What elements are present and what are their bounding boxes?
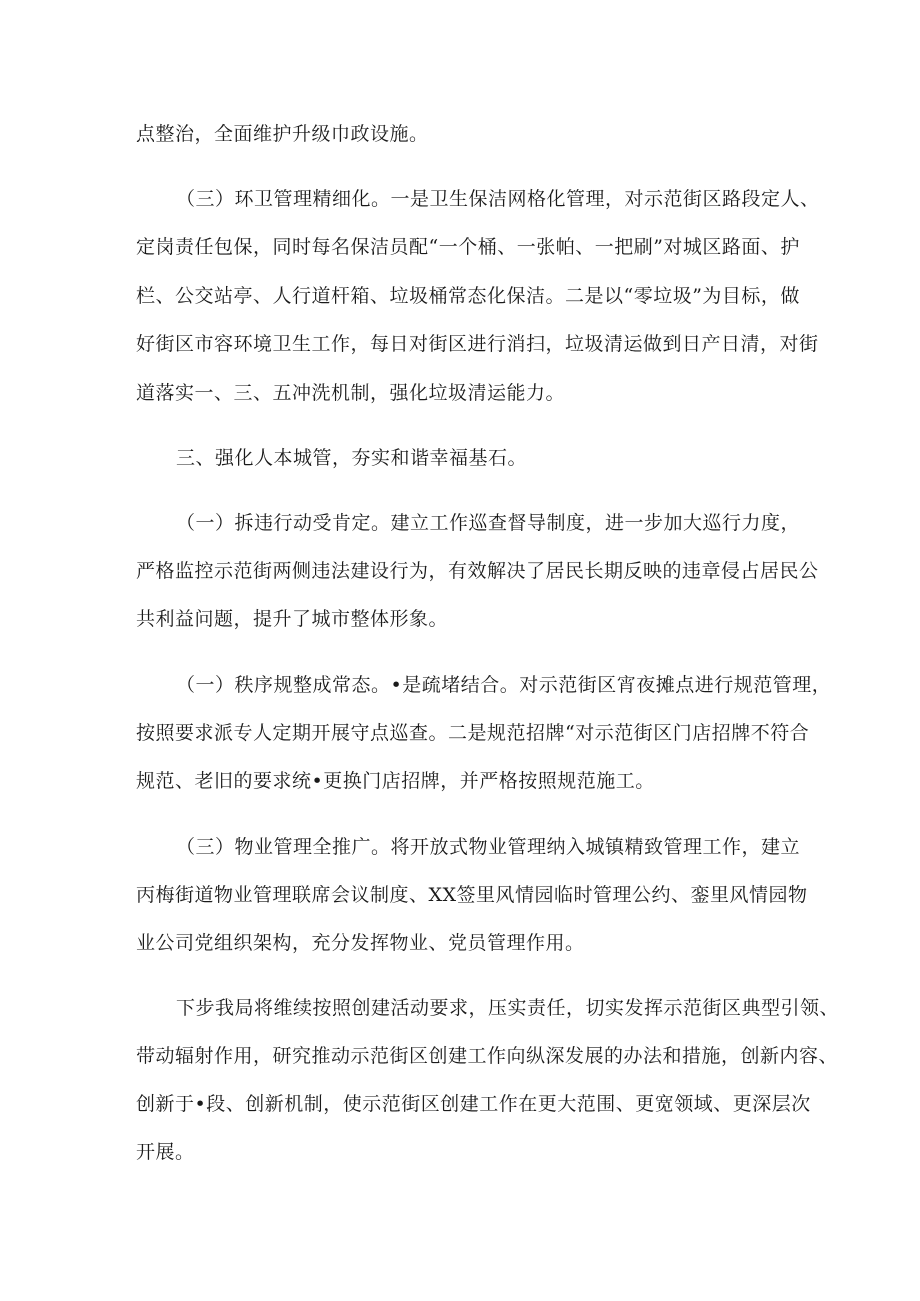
paragraph-line: 定岗责任包保，同时每名保洁员配“一个桶、一张帕、一把刷”对城区路面、护 <box>136 236 800 258</box>
paragraph-line: （三）物业管理全推广。将开放式物业管理纳入城镇精致管理工作，建立 <box>176 836 801 858</box>
paragraph-line: （三）环卫管理精细化。一是卫生保洁网格化管理，对示范街区路段定人、 <box>176 188 820 210</box>
paragraph-line: 好街区市容环境卫生工作，每日对街区进行消扫，垃圾清运做到日产日清，对街 <box>136 333 819 355</box>
paragraph-line: 道落实一、三、五冲洗机制，强化垃圾清运能力。 <box>136 382 566 404</box>
paragraph-line: 规范、老旧的要求统•更换门店招牌，并严格按照规范施工。 <box>136 770 655 792</box>
paragraph-line: 栏、公交站亭、人行道杆箱、垃圾桶常态化保洁。二是以“零垃圾”为目标，做 <box>136 285 800 307</box>
paragraph-line: 创新于•段、创新机制，使示范街区创建工作在更大范围、更宽领域、更深层次 <box>136 1093 811 1115</box>
paragraph-line: 严格监控示范街两侧违法建设行为，有效解决了居民长期反映的违章侵占居民公 <box>136 560 819 582</box>
paragraph-line: （一）秩序规整成常态。•是疏堵结合。对示范街区宵夜摊点进行规范管理， <box>176 674 832 696</box>
paragraph-line: 开展。 <box>136 1141 195 1163</box>
paragraph-line: 丙梅街道物业管理联席会议制度、XX签里风情园临时管理公约、銮里风情园物 <box>136 884 808 906</box>
paragraph-line: 下步我局将维续按照创建活动要求，压实责任，切实发挥示范街区典型引领、 <box>176 997 840 1019</box>
paragraph-line: （一）拆违行动受肯定。建立工作巡查督导制度，进一步加大巡行力度， <box>176 512 801 534</box>
paragraph-line: 带动辐射作用，研究推动示范街区创建工作向纵深发展的办法和措施，创新内容、 <box>136 1045 839 1067</box>
paragraph-line: 业公司党组织架构，充分发挥物业、党员管理作用。 <box>136 932 585 954</box>
paragraph-line: 点整治，全面维护升级巾政设施。 <box>136 123 429 145</box>
paragraph-line: 共利益问题，提升了城市整体形象。 <box>136 608 449 630</box>
section-heading: 三、强化人本城管，夯实和谐幸福基石。 <box>176 447 528 469</box>
paragraph-line: 按照要求派专人定期开展守点巡查。二是规范招牌“对示范街区门店招牌不符合 <box>136 722 810 744</box>
